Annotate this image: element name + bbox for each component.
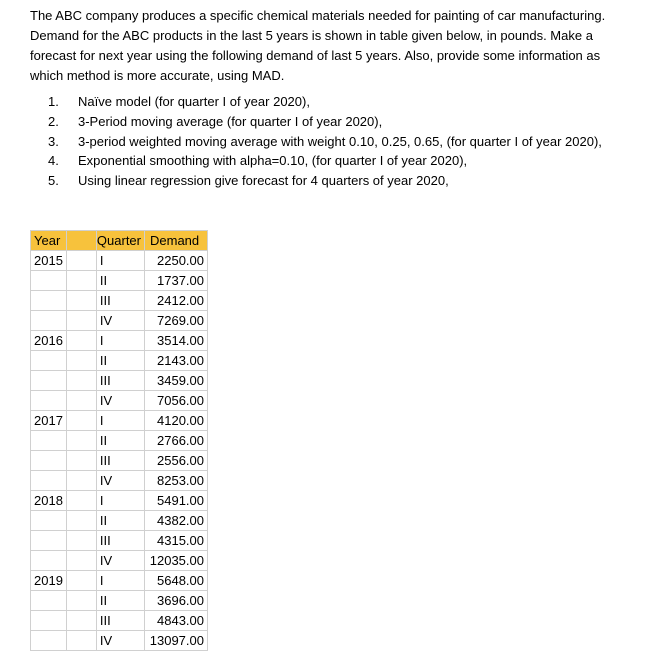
- table-row: [31, 291, 208, 311]
- empty-cell: [66, 371, 96, 391]
- quarter-cell: III: [96, 531, 144, 551]
- demand-table: [30, 230, 208, 651]
- empty-cell: [66, 311, 96, 331]
- table-row: [31, 611, 208, 631]
- year-header: Year: [31, 231, 67, 251]
- empty-cell: [66, 411, 96, 431]
- empty-cell: [66, 431, 96, 451]
- table-row: [31, 631, 208, 651]
- task-text: Naïve model (for quarter I of year 2020),: [78, 94, 310, 109]
- table-row: [31, 351, 208, 371]
- table-row: [31, 551, 208, 571]
- quarter-cell: III: [96, 611, 144, 631]
- empty-cell: [66, 531, 96, 551]
- year-cell: [31, 471, 67, 491]
- demand-cell: 2412.00: [145, 291, 208, 311]
- table-row: [31, 491, 208, 511]
- table-row: [31, 331, 208, 351]
- demand-cell: 1737.00: [145, 271, 208, 291]
- table-row: [31, 391, 208, 411]
- task-list: [48, 92, 602, 191]
- quarter-cell: II: [96, 511, 144, 531]
- table-header-row: [31, 231, 208, 251]
- demand-cell: 7269.00: [145, 311, 208, 331]
- table-row: [31, 371, 208, 391]
- demand-cell: 3696.00: [145, 591, 208, 611]
- task-text: 3-Period moving average (for quarter I of year 2020),: [78, 113, 383, 129]
- demand-cell: 2556.00: [145, 451, 208, 471]
- table-row: [31, 451, 208, 471]
- demand-cell: 3514.00: [145, 331, 208, 351]
- demand-cell: 2766.00: [145, 431, 208, 451]
- year-cell: [31, 451, 67, 471]
- quarter-cell: III: [96, 451, 144, 471]
- table-row: [31, 271, 208, 291]
- demand-header: Demand: [145, 231, 208, 251]
- quarter-cell: IV: [96, 551, 144, 571]
- demand-cell: 4120.00: [145, 411, 208, 431]
- table-row: [31, 471, 208, 491]
- demand-cell: 2143.00: [145, 351, 208, 371]
- year-cell: [31, 611, 67, 631]
- year-cell: [31, 511, 67, 531]
- list-item: 3. 3-period weighted moving average with weight 0.10, 0.25, 0.65, (for quarter I of year 2020),: [48, 132, 602, 152]
- empty-cell: [66, 331, 96, 351]
- quarter-cell: II: [96, 271, 144, 291]
- quarter-cell: I: [96, 571, 144, 591]
- demand-cell: 7056.00: [145, 391, 208, 411]
- quarter-cell: II: [96, 431, 144, 451]
- task-text: Using linear regression give forecast for 4 quarters of year 2020,: [78, 173, 449, 189]
- empty-cell: [66, 251, 96, 271]
- year-cell: 2017: [31, 411, 67, 431]
- task-text: 3-period weighted moving average with weight 0.10, 0.25, 0.65, (for quarter I of year 2020),: [78, 133, 602, 149]
- empty-cell: [66, 471, 96, 491]
- quarter-cell: IV: [96, 391, 144, 411]
- demand-cell: 5648.00: [145, 571, 208, 591]
- task-text: Exponential smoothing with alpha=0.10, (for quarter I of year 2020),: [78, 153, 468, 169]
- year-cell: [31, 351, 67, 371]
- list-item: 4. Exponential smoothing with alpha=0.10, (for quarter I of year 2020),: [48, 151, 602, 171]
- demand-cell: 12035.00: [145, 551, 208, 571]
- table-row: [31, 411, 208, 431]
- list-item: 2. 3-Period moving average (for quarter I of year 2020),: [48, 112, 602, 132]
- demand-cell: 13097.00: [145, 631, 208, 651]
- problem-statement: The ABC company produces a specific chemical materials needed for painting of car manufacturing. Demand for the ABC products in the last 5 years is shown in table given below, in pounds. Make a forecast for next year using the following demand of last 5 years. Also, provide some information as which method is more accurate, using MAD.: [30, 8, 606, 83]
- list-item: 5. Using linear regression give forecast for 4 quarters of year 2020,: [48, 171, 602, 191]
- empty-header: [66, 231, 96, 251]
- empty-cell: [66, 271, 96, 291]
- empty-cell: [66, 551, 96, 571]
- demand-cell: 8253.00: [145, 471, 208, 491]
- table-row: [31, 251, 208, 271]
- demand-cell: 4843.00: [145, 611, 208, 631]
- demand-cell: 4315.00: [145, 531, 208, 551]
- year-cell: [31, 311, 67, 331]
- table-row: [31, 511, 208, 531]
- year-cell: [31, 591, 67, 611]
- empty-cell: [66, 351, 96, 371]
- empty-cell: [66, 511, 96, 531]
- table-row: [31, 591, 208, 611]
- table-row: [31, 431, 208, 451]
- empty-cell: [66, 291, 96, 311]
- demand-cell: 5491.00: [145, 491, 208, 511]
- quarter-cell: II: [96, 591, 144, 611]
- quarter-cell: IV: [96, 471, 144, 491]
- quarter-cell: IV: [96, 631, 144, 651]
- empty-cell: [66, 491, 96, 511]
- year-cell: [31, 371, 67, 391]
- quarter-cell: IV: [96, 311, 144, 331]
- year-cell: 2018: [31, 491, 67, 511]
- empty-cell: [66, 591, 96, 611]
- table-row: [31, 571, 208, 591]
- quarter-header: Quarter: [96, 231, 144, 251]
- empty-cell: [66, 571, 96, 591]
- quarter-cell: I: [96, 331, 144, 351]
- empty-cell: [66, 391, 96, 411]
- empty-cell: [66, 611, 96, 631]
- demand-cell: 3459.00: [145, 371, 208, 391]
- list-item: 1. Naïve model (for quarter I of year 2020),: [48, 92, 602, 112]
- year-cell: [31, 551, 67, 571]
- year-cell: 2016: [31, 331, 67, 351]
- year-cell: 2015: [31, 251, 67, 271]
- demand-cell: 4382.00: [145, 511, 208, 531]
- quarter-cell: I: [96, 491, 144, 511]
- quarter-cell: III: [96, 291, 144, 311]
- quarter-cell: III: [96, 371, 144, 391]
- year-cell: [31, 291, 67, 311]
- quarter-cell: I: [96, 251, 144, 271]
- empty-cell: [66, 631, 96, 651]
- quarter-cell: I: [96, 411, 144, 431]
- year-cell: [31, 531, 67, 551]
- year-cell: [31, 631, 67, 651]
- year-cell: [31, 431, 67, 451]
- year-cell: [31, 271, 67, 291]
- quarter-cell: II: [96, 351, 144, 371]
- demand-cell: 2250.00: [145, 251, 208, 271]
- empty-cell: [66, 451, 96, 471]
- year-cell: 2019: [31, 571, 67, 591]
- table-row: [31, 531, 208, 551]
- table-row: [31, 311, 208, 331]
- year-cell: [31, 391, 67, 411]
